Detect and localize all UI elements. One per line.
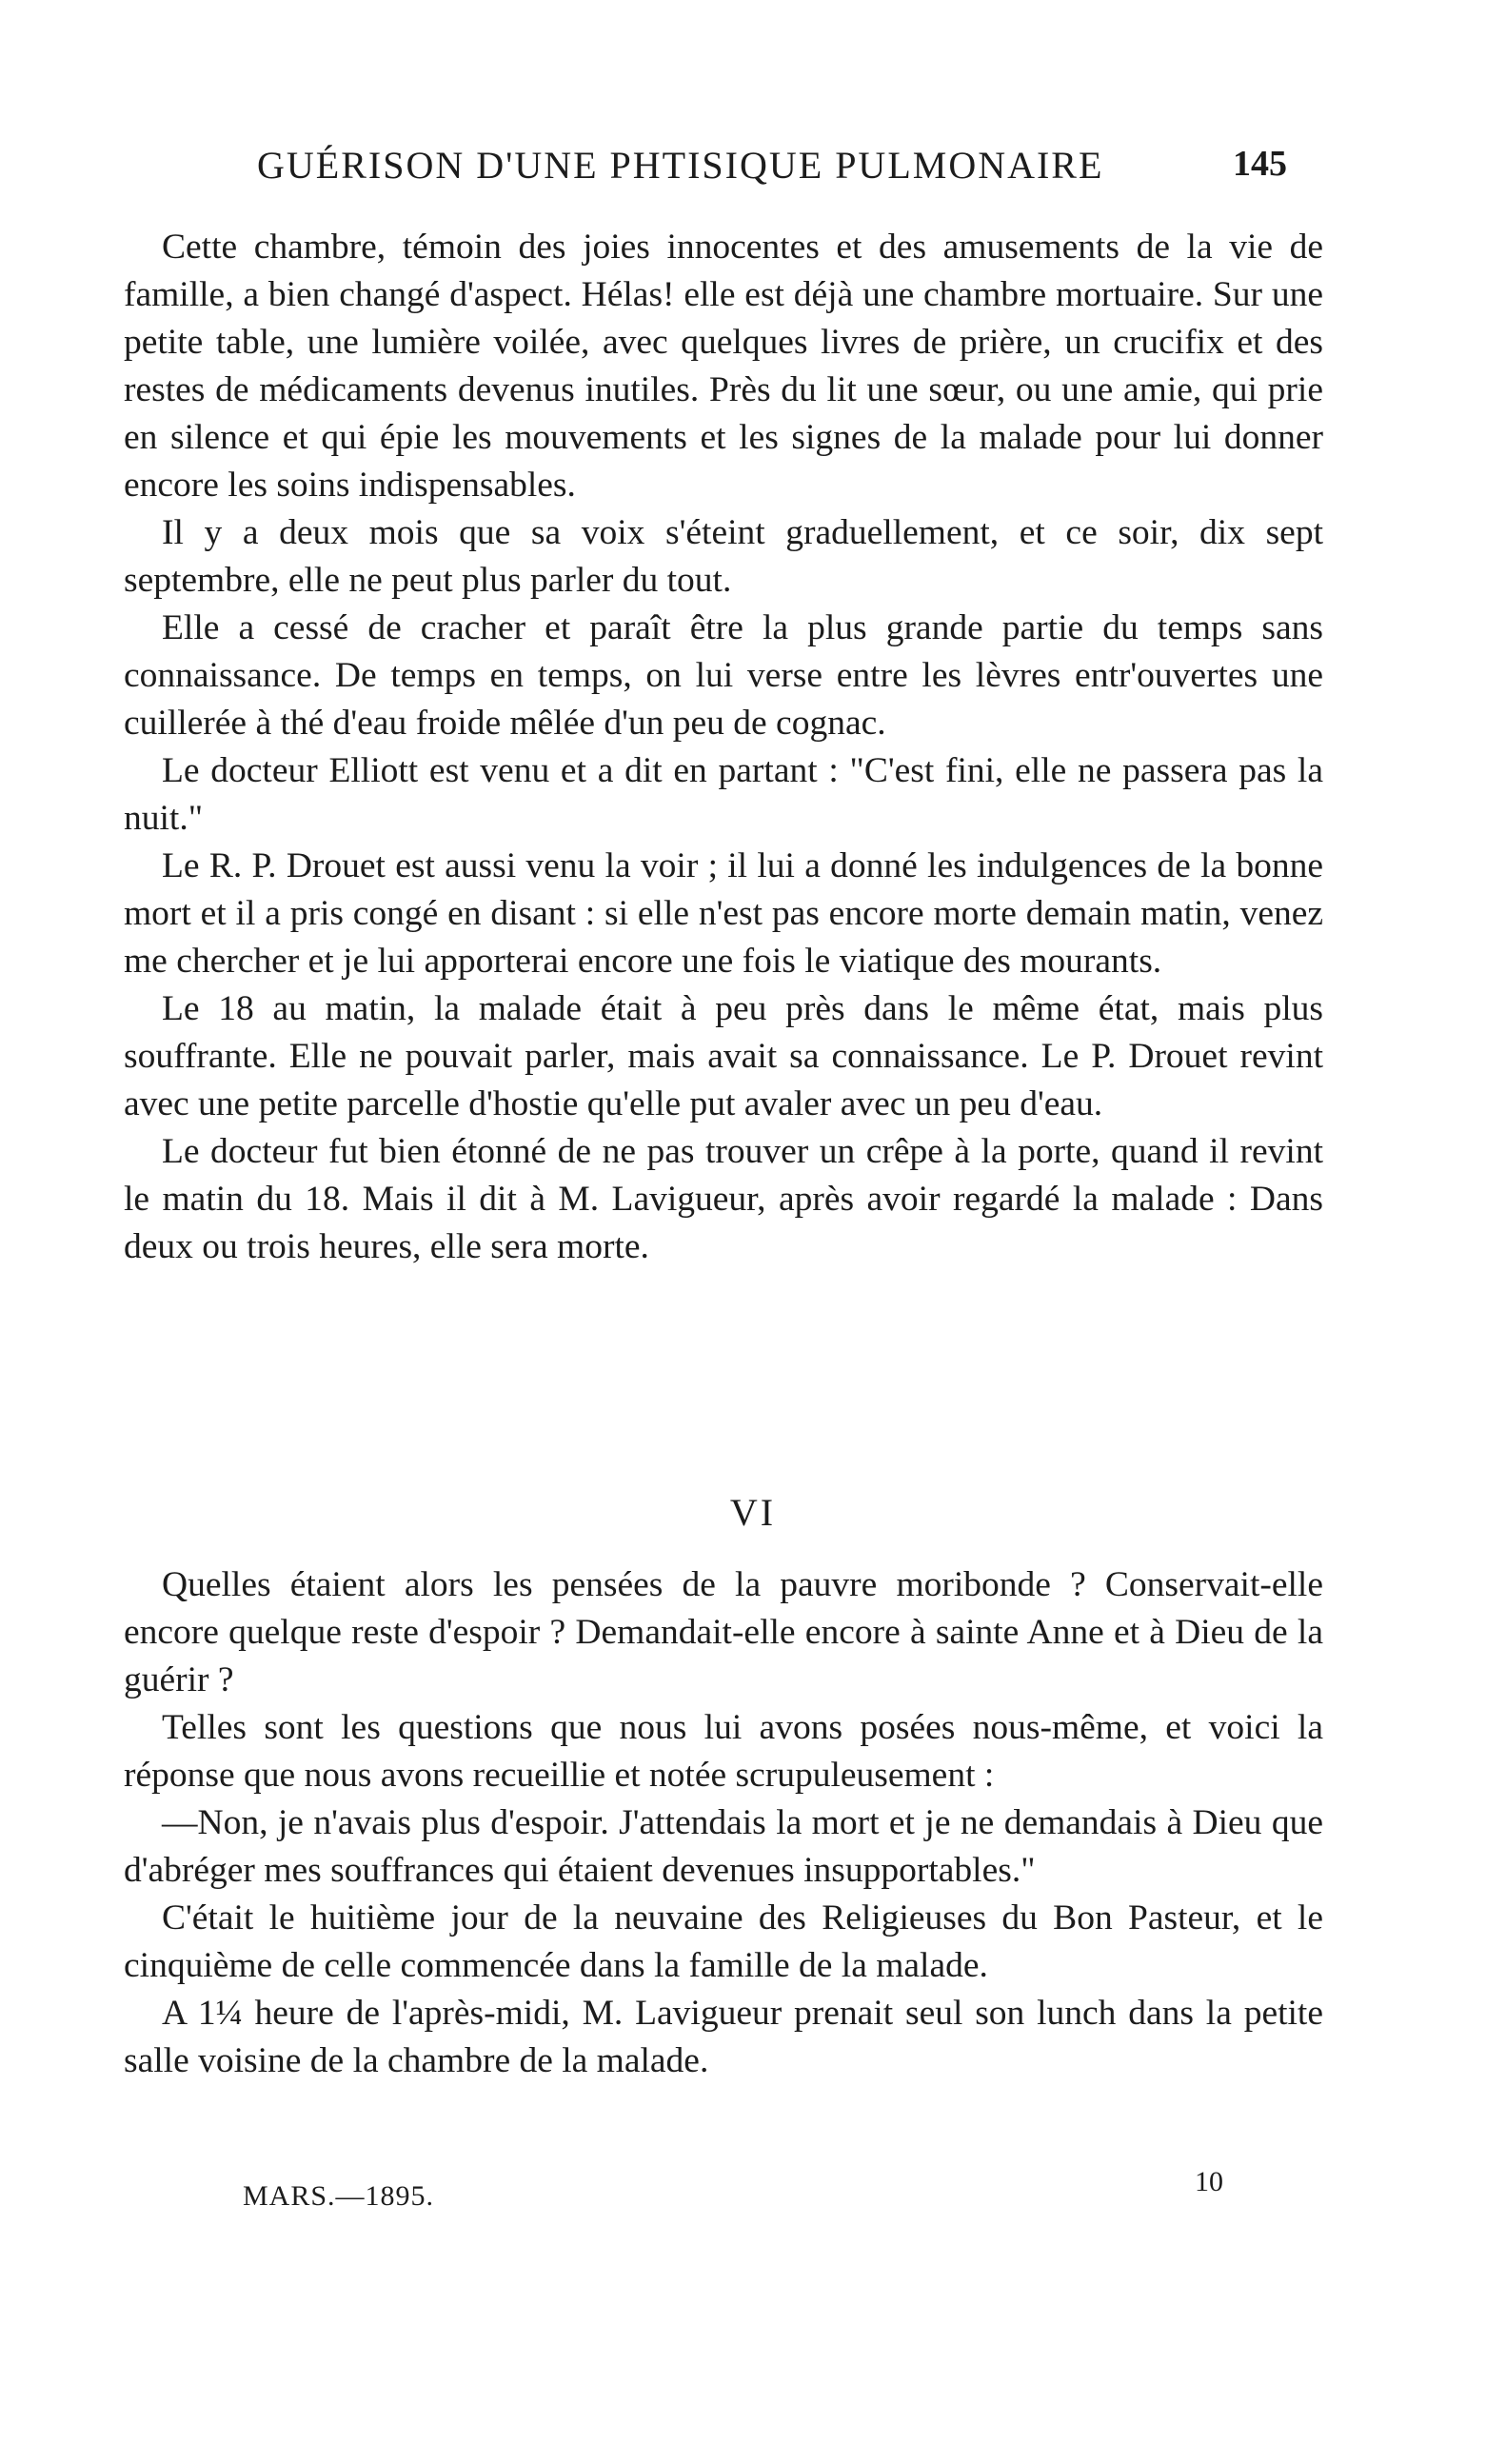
paragraph: Le R. P. Drouet est aussi venu la voir ; il lui a donné les indulgences de la bonne mort et il a pris congé en disant : si elle n'est pas encore morte demain matin, venez me chercher et je lui apporterai encore une fois le viatique des mourants. — [124, 846, 1323, 981]
paragraph: Elle a cessé de cracher et paraît être la plus grande partie du temps sans connaissance. De temps en temps, on lui verse entre les lèvres entr'ouvertes une cuillerée à thé d'eau froide mêlée d'un peu de cognac. — [124, 608, 1323, 743]
signature-mark: MARS.—1895. — [243, 2180, 435, 2212]
running-head — [257, 143, 1323, 190]
page-number: 145 — [1233, 144, 1287, 184]
running-title: GUÉRISON D'UNE PHTISIQUE PULMONAIRE — [257, 144, 1104, 187]
paragraph: Le docteur Elliott est venu et a dit en partant : "C'est fini, elle ne passera pas la nuit." — [124, 751, 1323, 838]
paragraph: Le 18 au matin, la malade était à peu près dans le même état, mais plus souffrante. Elle ne pouvait parler, mais avait sa connaissance. Le P. Drouet revint avec une petite parcelle d'hostie qu'elle put avaler avec un peu d'eau. — [124, 989, 1323, 1123]
paragraph: Quelles étaient alors les pensées de la pauvre moribonde ? Conservait-elle encore quelque reste d'espoir ? Demandait-elle encore à sainte Anne et à Dieu de la guérir ? — [124, 1565, 1323, 1699]
paragraph: Le docteur fut bien étonné de ne pas trouver un crêpe à la porte, quand il revint le matin du 18. Mais il dit à M. Lavigueur, après avoir regardé la malade : Dans deux ou trois heures, elle sera morte. — [124, 1132, 1323, 1266]
signature-number: 10 — [1195, 2166, 1223, 2197]
section-heading: VI — [729, 1491, 777, 1534]
paragraph: Cette chambre, témoin des joies innocentes et des amusements de la vie de famille, a bien changé d'aspect. Hélas! elle est déjà une chambre mortuaire. Sur une petite table, une lumière voilée, avec quelques livres de prière, un crucifix et des restes de médicaments devenus inutiles. Près du lit une sœur, ou une amie, qui prie en silence et qui épie les mouvements et les signes de la malade pour lui donner encore les soins indispensables. — [124, 228, 1323, 505]
paragraph: Il y a deux mois que sa voix s'éteint graduellement, et ce soir, dix sept septembre, elle ne peut plus parler du tout. — [124, 513, 1323, 600]
body-text-before-section — [124, 224, 1323, 1271]
paragraph: A 1¼ heure de l'après-midi, M. Lavigueur prenait seul son lunch dans la petite salle voisine de la chambre de la malade. — [124, 1994, 1323, 2080]
paragraph: —Non, je n'avais plus d'espoir. J'attendais la mort et je ne demandais à Dieu que d'abréger mes souffrances qui étaient devenues insupportables." — [124, 1803, 1323, 1890]
paragraph: C'était le huitième jour de la neuvaine des Religieuses du Bon Pasteur, et le cinquième de celle commencée dans la famille de la malade. — [124, 1898, 1323, 1985]
body-text-after-section — [124, 1561, 1323, 2085]
paragraph: Telles sont les questions que nous lui avons posées nous-même, et voici la réponse que nous avons recueillie et notée scrupuleusement : — [124, 1708, 1323, 1795]
